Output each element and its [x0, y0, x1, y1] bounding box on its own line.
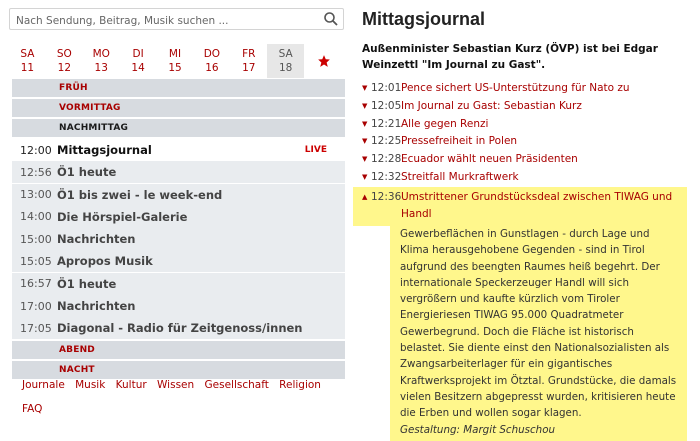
segment-title[interactable]: Pence sichert US-Unterstützung für Nato zu: [401, 82, 630, 94]
page-title: Mittagsjournal: [362, 9, 486, 29]
segment-item[interactable]: [362, 169, 692, 187]
day-tab-active[interactable]: SA 18: [267, 44, 304, 78]
expand-arrow-icon: ▼: [362, 155, 368, 164]
segment-description: [390, 223, 687, 441]
segment-title[interactable]: Pressefreiheit in Polen: [401, 135, 518, 148]
segment-title[interactable]: Ecuador wählt neuen Präsidenten: [401, 153, 578, 166]
schedule-row[interactable]: [12, 295, 345, 317]
segment-credit: Gestaltung: Margit Schuschou: [400, 423, 556, 436]
segment-time: 12:28: [371, 153, 402, 166]
row-title: Ö1 heute: [57, 165, 117, 180]
segment-title[interactable]: Streitfall Murkraftwerk: [401, 170, 519, 183]
schedule-row[interactable]: [12, 206, 345, 228]
schedule-row[interactable]: [12, 317, 345, 339]
day-tab[interactable]: FR 17: [242, 48, 256, 74]
day-selector: [9, 44, 344, 78]
search-box[interactable]: [9, 8, 344, 30]
schedule-list: [12, 79, 345, 381]
schedule-row[interactable]: [12, 184, 345, 206]
row-title: Mittagsjournal: [57, 143, 152, 157]
row-time: 16:57: [20, 277, 52, 291]
expand-arrow-icon: ▼: [362, 84, 368, 92]
row-title: Ö1 heute: [57, 276, 117, 291]
expand-arrow-icon: ▼: [362, 101, 368, 110]
row-time: 15:05: [20, 254, 52, 268]
segment-item[interactable]: [362, 151, 692, 169]
segment-time: 12:32: [371, 170, 402, 183]
row-title: Nachrichten: [57, 232, 136, 247]
category-link[interactable]: Gesellschaft: [204, 379, 269, 391]
schedule-row[interactable]: [12, 228, 345, 250]
segment-title[interactable]: Alle gegen Renzi: [401, 117, 489, 130]
day-tab[interactable]: SO 12: [56, 48, 72, 74]
search-icon[interactable]: [323, 11, 339, 27]
category-link[interactable]: Religion: [279, 379, 321, 391]
band-vormittag[interactable]: VORMITTAG: [12, 99, 345, 117]
row-time: 12:56: [20, 165, 52, 179]
day-tab[interactable]: DI 14: [131, 48, 145, 74]
segment-item[interactable]: [362, 98, 692, 116]
faq-link[interactable]: FAQ: [22, 403, 43, 415]
expand-arrow-icon: ▼: [362, 137, 368, 146]
day-tab[interactable]: MI 15: [168, 48, 182, 74]
category-links: [22, 379, 328, 391]
day-tab[interactable]: SA 11: [20, 48, 35, 74]
segment-time: 12:25: [371, 135, 402, 148]
segment-time: 12:01: [371, 82, 402, 94]
row-time: 17:05: [20, 321, 52, 335]
schedule-row-current[interactable]: [12, 139, 345, 161]
band-nacht[interactable]: NACHT: [12, 361, 345, 379]
row-title: Nachrichten: [57, 299, 136, 314]
category-link[interactable]: Journale: [22, 379, 65, 391]
segment-item[interactable]: [362, 133, 692, 151]
collapse-arrow-icon: ▲: [362, 193, 368, 201]
schedule-row[interactable]: [12, 161, 345, 183]
row-time: 15:00: [20, 232, 52, 246]
day-tab[interactable]: MO 13: [92, 48, 110, 74]
segment-time: 12:21: [371, 117, 402, 130]
band-nachmittag[interactable]: NACHMITTAG: [12, 119, 345, 137]
category-link[interactable]: Musik: [75, 379, 106, 391]
segment-list: [362, 80, 692, 187]
row-time: 17:00: [20, 299, 52, 313]
segment-item[interactable]: [362, 116, 692, 134]
day-tab[interactable]: DO 16: [203, 48, 221, 74]
segment-item-expanded[interactable]: [353, 187, 687, 226]
segment-time: 12:05: [371, 99, 402, 112]
band-abend[interactable]: ABEND: [12, 341, 345, 359]
row-title: Apropos Musik: [57, 254, 153, 269]
row-time: 14:00: [20, 210, 52, 224]
search-input[interactable]: [10, 11, 310, 31]
row-title: Ö1 bis zwei - le week-end: [57, 187, 223, 202]
category-link[interactable]: Wissen: [157, 379, 195, 391]
expand-arrow-icon: ▼: [362, 172, 368, 181]
schedule-row[interactable]: [12, 250, 345, 272]
show-subtitle: Außenminister Sebastian Kurz (ÖVP) ist bei Edgar Weinzettl "Im Journal zu Gast".: [362, 43, 658, 71]
live-badge: LIVE: [304, 145, 327, 155]
segment-title[interactable]: Im Journal zu Gast: Sebastian Kurz: [401, 99, 582, 112]
segment-item[interactable]: [362, 80, 692, 98]
row-title: Die Hörspiel-Galerie: [57, 209, 188, 224]
favorites-star-icon[interactable]: [304, 44, 344, 78]
segment-title[interactable]: Umstrittener Grundstücksdeal zwischen TIWAG und Handl: [401, 191, 673, 220]
row-title: Diagonal - Radio für Zeitgenoss/innen: [57, 321, 303, 336]
row-time: 12:00: [20, 143, 52, 157]
category-link[interactable]: Kultur: [115, 379, 147, 391]
schedule-row[interactable]: [12, 273, 345, 295]
segment-time: 12:36: [371, 191, 402, 203]
expand-arrow-icon: ▼: [362, 119, 368, 128]
row-time: 13:00: [20, 188, 52, 202]
segment-text: Gewerbeflächen in Gunstlagen - durch Lage und Klima herausgehobene Gegenden - sind in Tirol aufgrund des beengten Raumes heiß begehrt. Der internationale Speckerzeuger Handl will sich vergrößern und kaufte kürzlich vom Tiroler Energieriesen TIWAG 95.000 Quadratmeter Gewerbegrund. Doch die Fläche ist historisch belastet. Sie diente einst den Nationalsozialisten als Zwangsarbeiterlager für ein gigantisches Kraftwerksprojekt im Ötztal. Grundstücke, die damals vielen Besitzern abgepresst wurden, kritisieren heute die Erben und wollen sogar klagen.: [400, 228, 677, 420]
band-frueh[interactable]: FRÜH: [12, 79, 345, 97]
